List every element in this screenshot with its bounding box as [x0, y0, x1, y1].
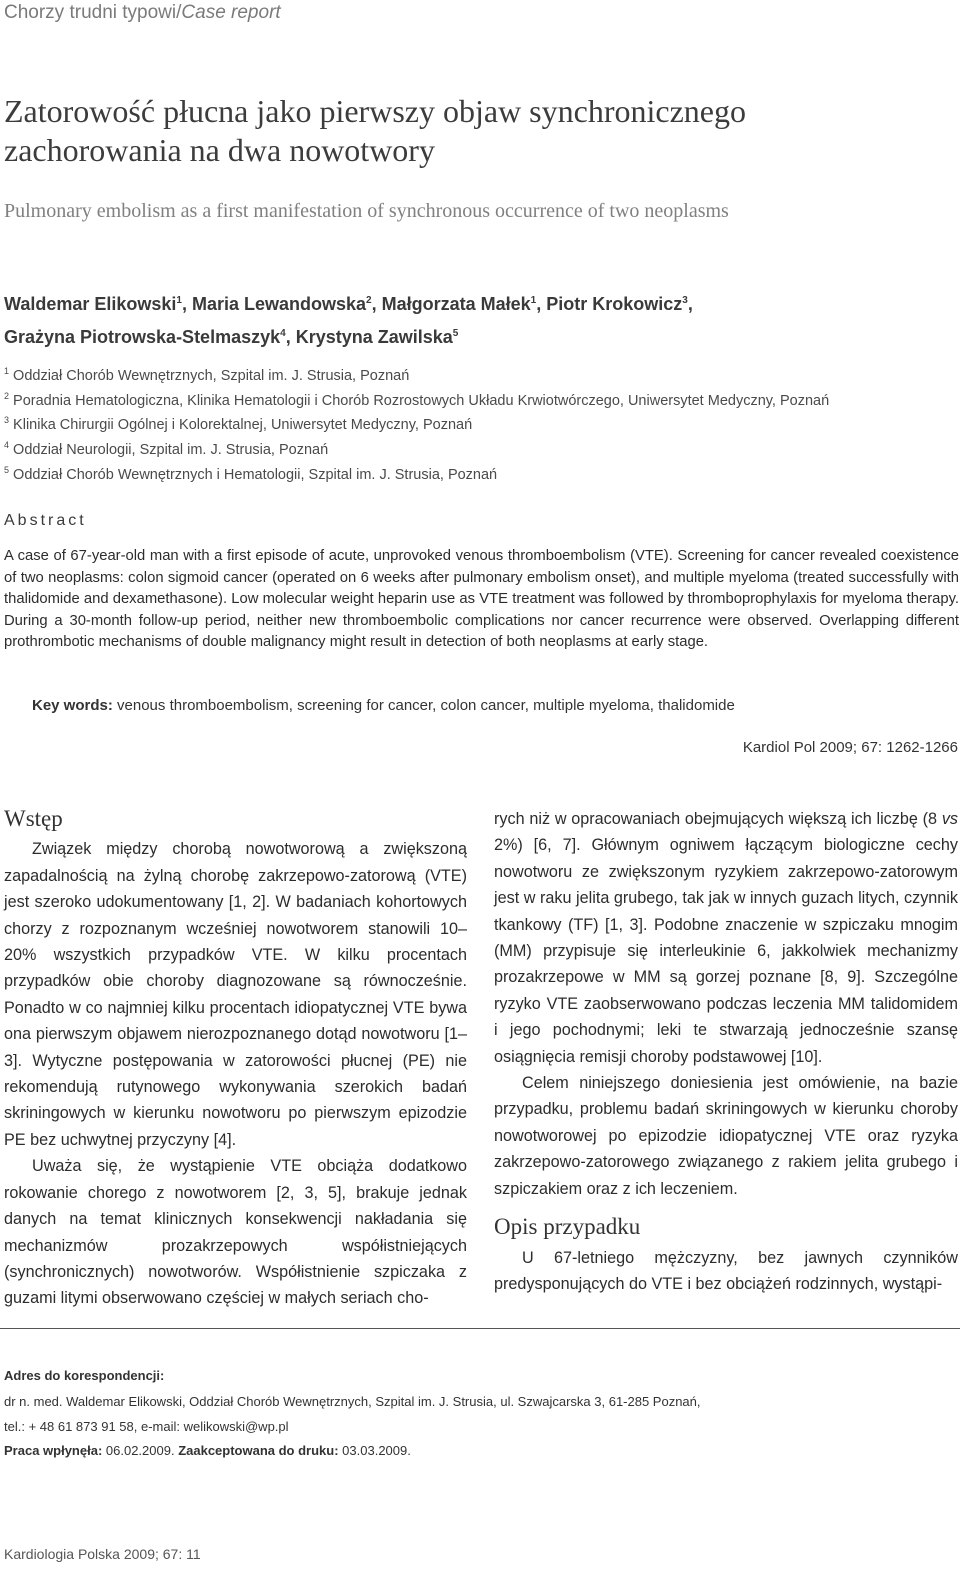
- author-affil-ref: 1: [176, 295, 182, 306]
- author-name: Grażyna Piotrowska-Stelmaszyk: [4, 327, 281, 347]
- affiliation-number: 1: [4, 366, 10, 376]
- paragraph: Celem niniejszego doniesienia jest omówienie, na bazie przypadku, problemu badań skriningowych w kierunku choroby nowotworowej po epizodzie idiopatycznej VTE oraz ryzyka zakrzepowo-zatorowego związanego z rakiem jelita grubego i szpiczakiem oraz z ich leczeniem.: [494, 1074, 958, 1198]
- affiliation-2: [4, 391, 829, 409]
- right-column: [494, 806, 958, 1297]
- author-name: Krystyna Zawilska: [295, 327, 453, 347]
- affiliation-text: Klinika Chirurgii Ogólnej i Kolorektalnej, Uniwersytet Medyczny, Poznań: [13, 416, 473, 433]
- keywords-label: Key words:: [32, 697, 113, 714]
- section-heading-opis: Opis przypadku: [494, 1214, 641, 1240]
- keywords: [32, 697, 735, 714]
- section-label: [4, 2, 281, 24]
- title-line-1: Zatorowość płucna jako pierwszy objaw synchronicznego: [4, 93, 746, 129]
- affiliation-text: Oddział Chorób Wewnętrznych i Hematologii, Szpital im. J. Strusia, Poznań: [13, 466, 498, 483]
- abstract-body: A case of 67-year-old man with a first episode of acute, unprovoked venous thromboembolism (VTE). Screening for cancer revealed coexistence of two neoplasms: colon sigmoid cancer (operated on 6 weeks after pulmonary embolism onset), and multiple myeloma (treated successfully with thalidomide and dexamethasone). Low molecular weight heparin use as VTE treatment was followed by thromboprophylaxis for myeloma therapy. During a 30-month follow-up period, neither new thromboembolic complications nor cancer recurrence were observed. Overlapping different prothrombotic mechanisms of double malignancy might result in detection of both neoplasms at early stage.: [4, 548, 959, 650]
- correspondence-heading: Adres do korespondencji:: [4, 1368, 165, 1383]
- paragraph: [494, 806, 958, 1070]
- author-line-1: Waldemar Elikowski$^1$, Maria Lewandowska$^2$, Małgorzata Małek$^1$, Piotr Krokowicz$^3$,: [4, 294, 693, 314]
- affiliation-3: [4, 415, 472, 433]
- received-date: 06.02.2009.: [102, 1443, 175, 1458]
- accepted-label: Zaakceptowana do druku:: [174, 1443, 339, 1458]
- author-list: [4, 286, 693, 352]
- author-affil-ref: 4: [280, 328, 286, 339]
- title-line-2: zachorowania na dwa nowotwory: [4, 132, 435, 168]
- affiliation-text: Oddział Neurologii, Szpital im. J. Strusia, Poznań: [13, 441, 329, 458]
- page-footer: Kardiologia Polska 2009; 67: 11: [4, 1546, 201, 1562]
- affiliation-4: [4, 440, 328, 458]
- paragraph: Uważa się, że wystąpienie VTE obciąża dodatkowo rokowanie chorego z nowotworem [2, 3, 5], brakuje jednak danych na temat klinicznych konsekwencji nakładania się mechanizmów prozakrzepowych współistniejących (synchronicznych) nowotworów. Współistnienie szpiczaka z guzami litymi obserwowano częściej w małych seriach cho-: [4, 1157, 467, 1308]
- affiliation-number: 3: [4, 415, 10, 425]
- affiliation-number: 2: [4, 391, 10, 401]
- paragraph: Związek między chorobą nowotworową a zwiększoną zapadalnością na żylną chorobę zakrzepowo-zatorową (VTE) jest szeroko udokumentowany [1, 2]. W badaniach kohortowych chorzy z rozpoznanym wcześniej nowotworem stanowili 10–20% wszystkich przypadków VTE. W kilku procentach przypadków obie choroby diagnozowane są równocześnie. Ponadto w co najmniej kilku procentach idiopatycznej VTE bywa ona pierwszym objawem nierozpoznanego dotąd nowotworu [1–3]. Wytyczne postępowania w zatorowości płucnej (PE) nie rekomendują rutynowego wykonywania szerokich badań skriningowych w kierunku nowotworu po pierwszym epizodzie PE bez uchwytnej przyczyny [4].: [4, 840, 467, 1149]
- section-label-en: Case report: [181, 2, 281, 23]
- left-column: [4, 806, 467, 1312]
- paragraph: U 67-letniego mężczyzny, bez jawnych czynników predysponujących do VTE i bez obciążeń rodzinnych, wystąpi-: [494, 1248, 958, 1293]
- text-run: rych niż w opracowaniach obejmujących większą ich liczbę (8: [494, 810, 942, 828]
- author-line-2: Grażyna Piotrowska-Stelmaszyk$^4$, Krystyna Zawilska$^5$: [4, 327, 459, 347]
- author-affil-ref: 3: [682, 295, 688, 306]
- keywords-text: venous thromboembolism, screening for cancer, colon cancer, multiple myeloma, thalidomide: [112, 697, 735, 714]
- text-run-italic: vs: [941, 810, 958, 828]
- article-title: [4, 92, 954, 170]
- author-name: Maria Lewandowska: [191, 294, 367, 314]
- affiliation-number: 4: [4, 440, 10, 450]
- accepted-date: 03.03.2009.: [338, 1443, 411, 1458]
- affiliation-number: 5: [4, 465, 10, 475]
- author-name: Małgorzata Małek: [381, 294, 531, 314]
- received-accepted-dates: [4, 1443, 411, 1458]
- section-heading-wstep: Wstęp: [4, 806, 63, 831]
- affiliation-text: Oddział Chorób Wewnętrznych, Szpital im. J. Strusia, Poznań: [13, 367, 410, 384]
- section-label-pl: Chorzy trudni typowi/: [4, 2, 182, 23]
- english-title: Pulmonary embolism as a first manifestation of synchronous occurrence of two neoplasms: [4, 200, 729, 222]
- author-affil-ref: 1: [530, 295, 537, 306]
- journal-citation: Kardiol Pol 2009; 67: 1262-1266: [742, 739, 958, 756]
- affiliation-1: [4, 366, 409, 384]
- author-affil-ref: 2: [366, 295, 372, 306]
- author-name: Piotr Krokowicz: [546, 294, 683, 314]
- correspondence-address: dr n. med. Waldemar Elikowski, Oddział Chorób Wewnętrznych, Szpital im. J. Strusia, ul. Szwajcarska 3, 61-285 Poznań,: [4, 1394, 701, 1409]
- author-affil-ref: 5: [452, 328, 459, 339]
- author-name: Waldemar Elikowski: [4, 294, 177, 314]
- correspondence-contact: tel.: + 48 61 873 91 58, e-mail: welikowski@wp.pl: [4, 1419, 289, 1434]
- abstract-heading: Abstract: [4, 512, 87, 529]
- text-run: 2%) [6, 7]. Głównym ogniwem łączącym biologiczne cechy nowotworu ze zwiększonym ryzykiem zakrzepowo-zatorowym jest w raku jelita grubego, tak jak w innych guzach litych, czynnik tkankowy (TF) [1, 3]. Podobne znaczenie w szpiczaku mnogim (MM) przypisuje się interleukinie 6, jakkolwiek mechanizmy prozakrzepowe w MM są gorzej poznane [8, 9]. Szczególne ryzyko VTE zaobserwowano podczas leczenia MM talidomidem i jego pochodnymi; leki te stwarzają jednocześnie szansę osiągnięcia remisji choroby podstawowej [10].: [494, 836, 958, 1066]
- received-label: Praca wpłynęła:: [4, 1443, 103, 1458]
- footnote-divider: [0, 1328, 960, 1329]
- affiliation-5: [4, 465, 497, 483]
- affiliation-text: Poradnia Hematologiczna, Klinika Hematologii i Chorób Rozrostowych Układu Krwiotwórczego, Uniwersytet Medyczny, Poznań: [13, 392, 830, 409]
